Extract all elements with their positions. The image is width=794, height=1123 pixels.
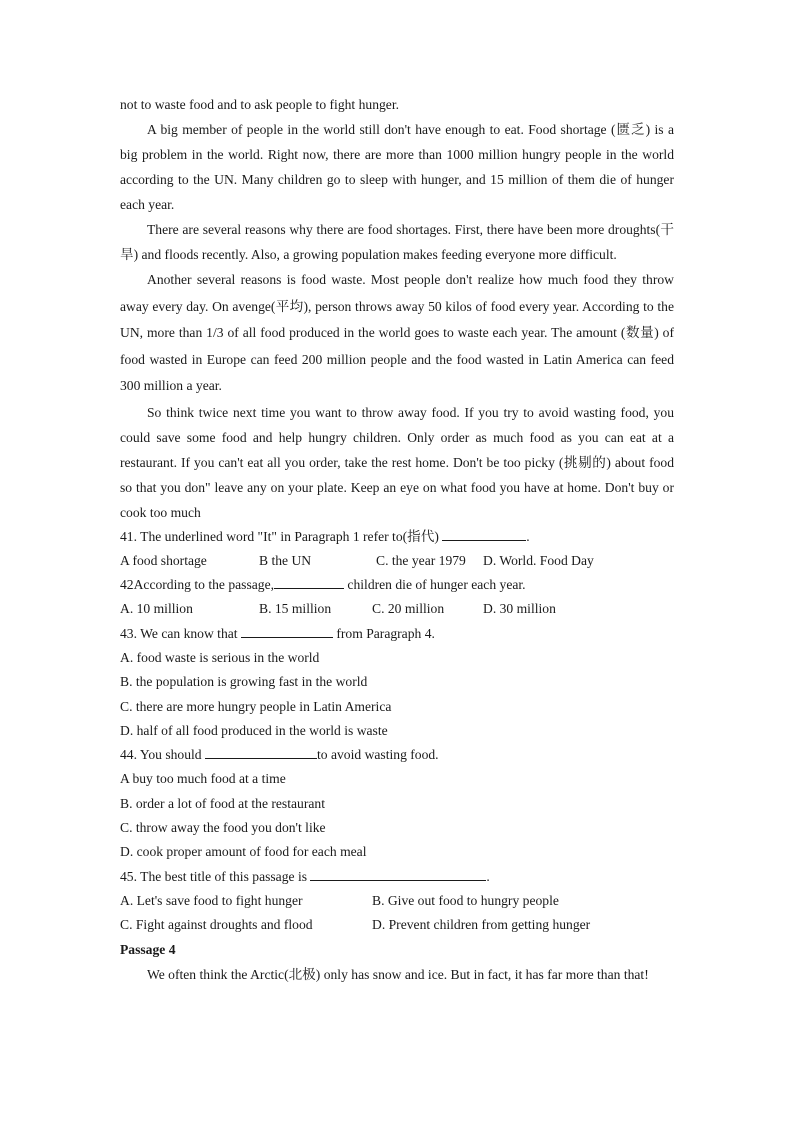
question-45-options-row-2 [120,913,674,937]
question-42-stem-end: children die of hunger each year. [344,577,526,593]
question-44 [120,743,674,767]
option-d: D. half of all food produced in the world is waste [120,722,388,738]
answer-blank[interactable] [310,866,486,881]
passage3-paragraph-2: There are several reasons why there are food shortages. First, there have been more droughts(干旱) and floods recently. Also, a growing population makes feeding everyone more difficult. [120,222,674,262]
passage3-paragraph-1: A big member of people in the world still don't have enough to eat. Food shortage (匮乏) is a big problem in the world. Right now, there are more than 1000 million hungry people in the world according to the UN. Many children go to sleep with hunger, and 15 million of them die of hunger each year. [120,122,674,212]
passage4-paragraph-1: We often think the Arctic(北极) only has snow and ice. But in fact, it has far more than that! [147,966,649,982]
option-c: C. throw away the food you don't like [120,820,326,836]
option-c: C. 20 million [372,601,445,617]
question-41-stem-end: . [526,528,530,544]
option-b: B. Give out food to hungry people [372,892,559,908]
option-d: D. cook proper amount of food for each meal [120,844,367,860]
answer-blank[interactable] [205,744,317,759]
question-41 [120,525,674,549]
question-45-stem: 45. The best title of this passage is [120,868,311,884]
passage-4-heading: Passage 4 [120,941,176,957]
option-b: B. the population is growing fast in the world [120,674,368,690]
question-41-stem: 41. The underlined word "It" in Paragraph 1 refer to(指代) [120,528,443,544]
answer-blank[interactable] [442,526,526,541]
question-43-stem: 43. We can know that [120,625,241,641]
document-content [120,92,674,987]
question-44-stem-end: to avoid wasting food. [317,747,439,763]
passage3-paragraph-4: So think twice next time you want to throw away food. If you try to avoid wasting food, you could save some food and help hungry children. Only order as much food as you can eat at a restaurant. If you can't eat all you order, take the rest home. Don't be too picky (挑剔的) about food so that you don" leave any on your plate. Keep an eye on what food you have at home. Don't buy or cook too much [120,404,674,520]
option-d: D. 30 million [483,601,556,617]
option-a: A food shortage [120,552,207,568]
option-b: B the UN [259,552,312,568]
passage3-paragraph-0: not to waste food and to ask people to fight hunger. [120,97,399,112]
option-d: D. World. Food Day [483,552,594,568]
question-43-stem-end: from Paragraph 4. [332,625,435,641]
option-a: A. Let's save food to fight hunger [120,892,303,908]
option-c: C. the year 1979 [376,552,466,568]
question-45-stem-end: . [486,868,490,884]
option-b: B. order a lot of food at the restaurant [120,795,325,811]
question-42 [120,573,674,597]
option-d: D. Prevent children from getting hunger [372,917,591,933]
option-a: A. 10 million [120,601,193,617]
option-b: B. 15 million [259,601,332,617]
option-a: A. food waste is serious in the world [120,649,320,665]
question-43 [120,622,674,646]
passage3-paragraph-3: Another several reasons is food waste. Most people don't realize how much food they throw away every day. On avenge(平均), person throws away 50 kilos of food every year. According to the UN, more than 1/3 of all food produced in the world goes to waste each year. The amount (数量) of food wasted in Europe can feed 200 million people and the food wasted in Latin America can feed 300 million a year. [120,272,674,393]
option-a: A buy too much food at a time [120,771,286,787]
option-c: C. there are more hungry people in Latin America [120,698,392,714]
answer-blank[interactable] [241,623,333,638]
question-42-stem: 42According to the passage, [120,577,275,593]
question-45-options-row-1 [120,889,674,913]
question-45 [120,865,674,889]
question-44-stem: 44. You should [120,747,205,763]
answer-blank[interactable] [274,574,344,589]
option-c: C. Fight against droughts and flood [120,917,313,933]
question-42-options [120,597,674,621]
question-41-options [120,549,674,573]
